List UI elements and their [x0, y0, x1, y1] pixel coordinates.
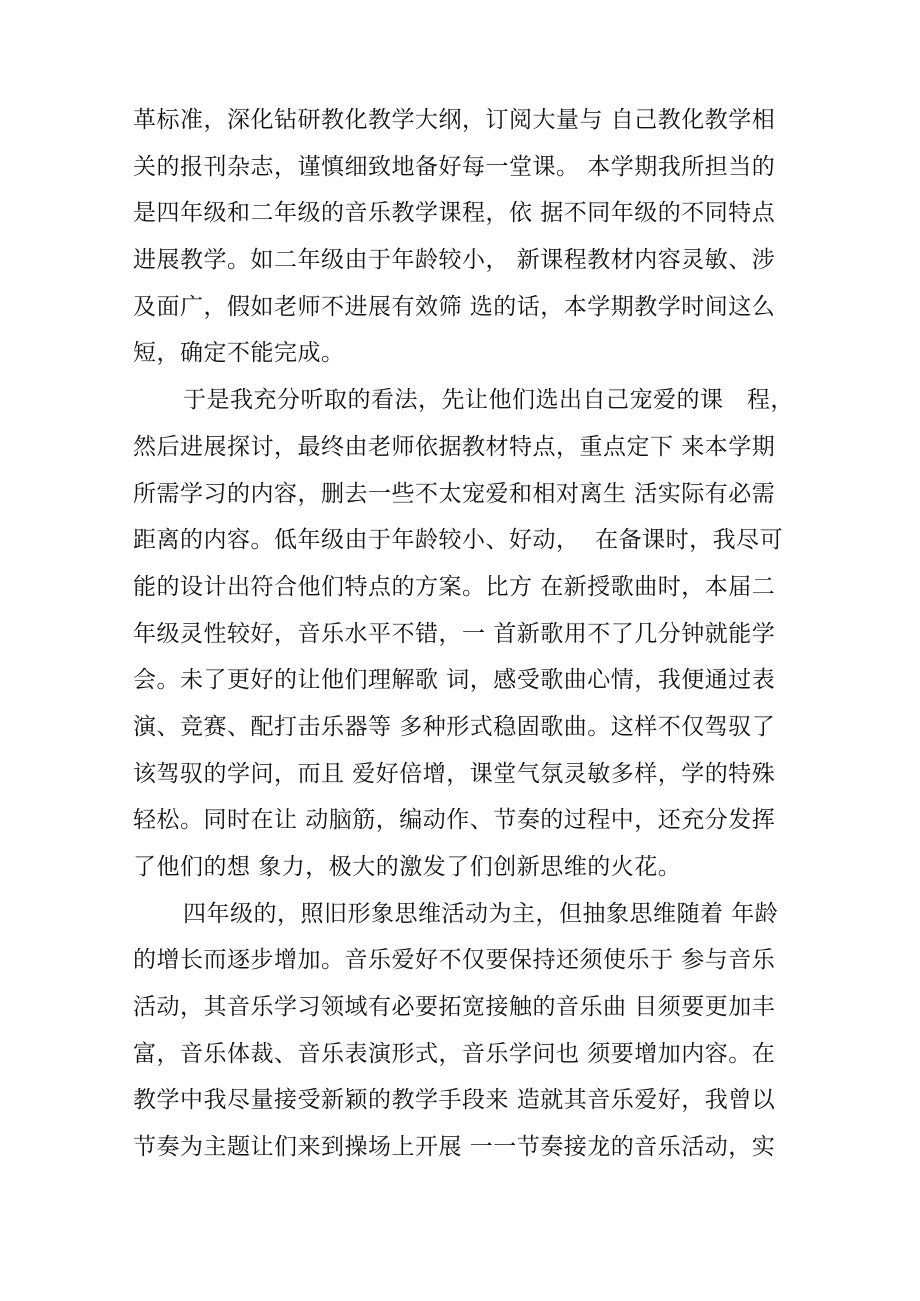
text-line: 节奏为主题让们来到操场上开展 一一节奏接龙的音乐活动，实 — [133, 1134, 776, 1161]
text-line: 演、竞赛、配打击乐器等 多种形式稳固歌曲。这样不仅驾驭了 — [133, 713, 776, 740]
text-line: 距离的内容。低年级由于年龄较小、好动， 在备课时，我尽可 — [133, 527, 784, 554]
text-line: 的增长而逐步增加。音乐爱好不仅要保持还须使乐于 参与音乐 — [133, 947, 776, 974]
text-line: 然后进展探讨，最终由老师依据教材特点，重点定下 来本学期 — [133, 433, 776, 460]
text-line: 能的设计出符合他们特点的方案。比方 在新授歌曲时，本届二 — [133, 573, 776, 600]
text-line: 及面广，假如老师不进展有效筛 选的话，本学期教学时间这么 — [133, 293, 776, 320]
text-line: 了他们的想 象力，极大的激发了们创新思维的火花。 — [133, 854, 682, 880]
text-line: 该驾驭的学问，而且 爱好倍增，课堂气氛灵敏多样，学的特殊 — [133, 760, 776, 787]
text-line: 短，确定不能完成。 — [133, 340, 345, 367]
paragraph-start-line: 于是我充分听取的看法，先让他们选出自己宠爱的课 程， — [183, 387, 794, 414]
text-line: 所需学习的内容，删去一些不太宠爱和相对离生 活实际有必需 — [133, 480, 776, 507]
text-line: 活动，其音乐学习领域有必要拓宽接触的音乐曲 目须要更加丰 — [133, 994, 776, 1021]
text-line: 轻松。同时在让 动脑筋，编动作、节奏的过程中，还充分发挥 — [133, 807, 776, 834]
text-line: 是四年级和二年级的音乐教学课程，依 据不同年级的不同特点 — [133, 200, 776, 227]
text-line: 进展教学。如二年级由于年龄较小， 新课程教材内容灵敏、涉 — [133, 247, 776, 274]
text-line: 年级灵性较好，音乐水平不错，一 首新歌用不了几分钟就能学 — [133, 620, 776, 647]
text-line: 革标准，深化钻研教化教学大纲，订阅大量与 自己教化教学相 — [133, 107, 776, 133]
text-line: 会。未了更好的让他们理解歌 词，感受歌曲心情，我便通过表 — [133, 667, 776, 694]
text-line: 关的报刊杂志，谨慎细致地备好每一堂课。 本学期我所担当的 — [133, 153, 776, 180]
text-line: 教学中我尽量接受新颖的教学手段来 造就其音乐爱好，我曾以 — [133, 1087, 776, 1114]
document-body — [133, 97, 803, 1171]
paragraph-start-line: 四年级的，照旧形象思维活动为主，但抽象思维随着 年龄 — [183, 900, 779, 927]
text-line: 富，音乐体裁、音乐表演形式，音乐学问也 须要增加内容。在 — [133, 1040, 776, 1067]
